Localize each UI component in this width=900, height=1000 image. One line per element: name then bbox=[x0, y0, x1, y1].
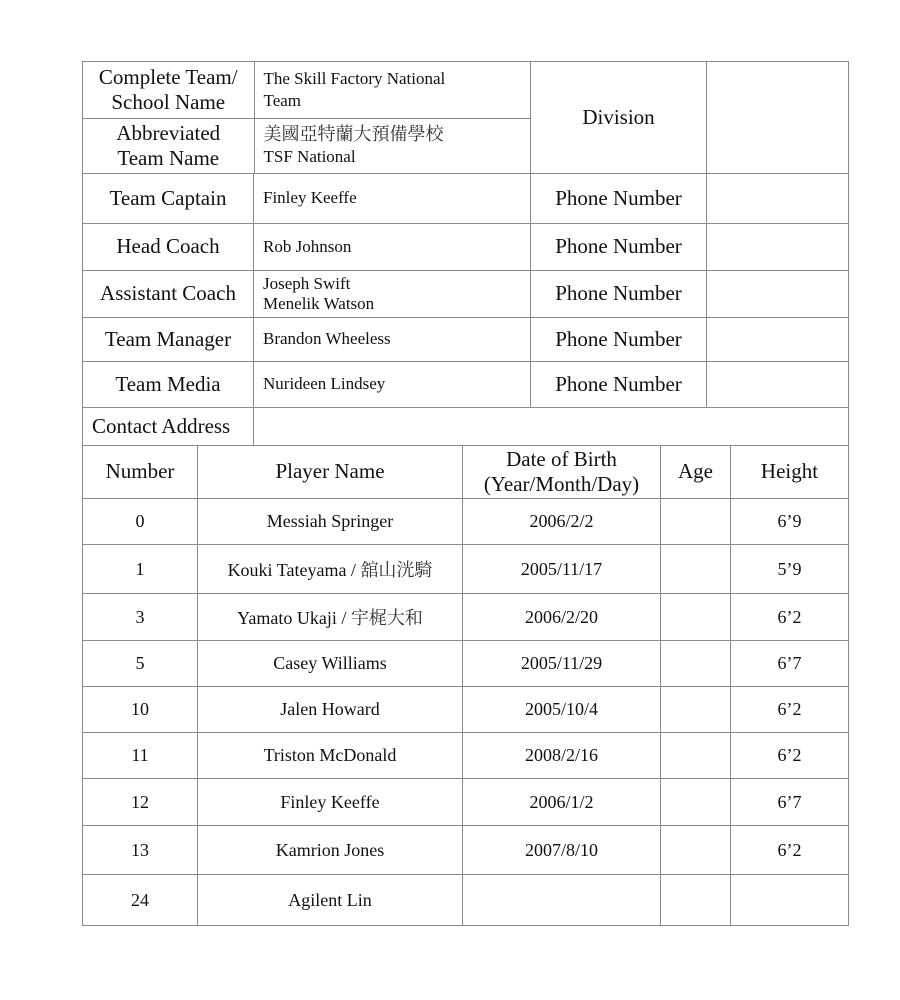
player-date-of-birth: 2005/10/4 bbox=[463, 687, 661, 733]
player-height: 6’2 bbox=[731, 826, 849, 875]
player-height: 6’2 bbox=[731, 733, 849, 779]
player-height bbox=[731, 875, 849, 926]
player-age[interactable] bbox=[661, 499, 731, 545]
table-row bbox=[83, 641, 849, 687]
staff-role-label: Team Captain bbox=[83, 174, 254, 224]
staff-name[interactable]: Finley Keeffe bbox=[254, 174, 531, 224]
player-height: 6’2 bbox=[731, 594, 849, 641]
phone-number-label: Phone Number bbox=[531, 362, 707, 408]
player-name bbox=[198, 875, 463, 926]
player-age[interactable] bbox=[661, 641, 731, 687]
player-age[interactable] bbox=[661, 687, 731, 733]
team-name-subtable bbox=[83, 62, 531, 173]
player-number: 1 bbox=[83, 545, 198, 594]
player-name bbox=[198, 826, 463, 875]
player-age[interactable] bbox=[661, 733, 731, 779]
player-number: 10 bbox=[83, 687, 198, 733]
division-value[interactable] bbox=[707, 62, 849, 174]
complete-team-name-value[interactable]: The Skill Factory National Team bbox=[254, 62, 531, 118]
player-name bbox=[198, 545, 463, 594]
age-column-header: Age bbox=[661, 446, 731, 499]
player-date-of-birth: 2005/11/29 bbox=[463, 641, 661, 687]
player-number: 11 bbox=[83, 733, 198, 779]
staff-role-label: Head Coach bbox=[83, 224, 254, 271]
player-name-latin: Triston McDonald bbox=[263, 745, 397, 765]
player-name-latin: Casey Williams bbox=[273, 653, 387, 673]
staff-role-label: Team Media bbox=[83, 362, 254, 408]
player-date-of-birth: 2006/2/20 bbox=[463, 594, 661, 641]
player-name-latin: Messiah Springer bbox=[266, 511, 394, 531]
player-date-of-birth: 2007/8/10 bbox=[463, 826, 661, 875]
abbreviated-team-name-value[interactable]: 美國亞特蘭大預備學校 TSF National bbox=[254, 118, 531, 173]
player-height: 6’9 bbox=[731, 499, 849, 545]
team-registration-form bbox=[82, 61, 848, 926]
table-row bbox=[83, 594, 849, 641]
player-name-latin: Kouki Tateyama / bbox=[227, 560, 361, 580]
player-number: 3 bbox=[83, 594, 198, 641]
player-name-latin: Jalen Howard bbox=[280, 699, 380, 719]
player-age[interactable] bbox=[661, 594, 731, 641]
staff-role-label: Assistant Coach bbox=[83, 271, 254, 318]
staff-row bbox=[83, 362, 849, 408]
player-height: 5’9 bbox=[731, 545, 849, 594]
team-info-table bbox=[82, 61, 849, 446]
table-row bbox=[83, 779, 849, 826]
date-of-birth-column-header: Date of Birth (Year/Month/Day) bbox=[463, 446, 661, 499]
player-number: 13 bbox=[83, 826, 198, 875]
player-height: 6’2 bbox=[731, 687, 849, 733]
player-age[interactable] bbox=[661, 875, 731, 926]
staff-row bbox=[83, 318, 849, 362]
player-name-column-header: Player Name bbox=[198, 446, 463, 499]
player-date-of-birth bbox=[463, 875, 661, 926]
staff-name[interactable]: Nurideen Lindsey bbox=[254, 362, 531, 408]
player-age[interactable] bbox=[661, 826, 731, 875]
roster-table bbox=[82, 445, 849, 926]
staff-name[interactable]: Brandon Wheeless bbox=[254, 318, 531, 362]
table-row bbox=[83, 826, 849, 875]
player-height: 6’7 bbox=[731, 641, 849, 687]
player-height: 6’7 bbox=[731, 779, 849, 826]
phone-number-label: Phone Number bbox=[531, 318, 707, 362]
staff-row bbox=[83, 224, 849, 271]
table-row bbox=[83, 545, 849, 594]
table-row bbox=[83, 875, 849, 926]
player-name-latin: Agilent Lin bbox=[288, 889, 372, 910]
roster-body bbox=[83, 499, 849, 926]
phone-number-value[interactable] bbox=[707, 224, 849, 271]
table-row bbox=[83, 733, 849, 779]
player-age[interactable] bbox=[661, 779, 731, 826]
phone-number-value[interactable] bbox=[707, 174, 849, 224]
phone-number-label: Phone Number bbox=[531, 224, 707, 271]
player-name bbox=[198, 733, 463, 779]
player-name bbox=[198, 499, 463, 545]
phone-number-value[interactable] bbox=[707, 318, 849, 362]
roster-header-row bbox=[83, 446, 849, 499]
player-name bbox=[198, 687, 463, 733]
table-row bbox=[83, 499, 849, 545]
phone-number-label: Phone Number bbox=[531, 271, 707, 318]
player-name-latin: Kamrion Jones bbox=[275, 839, 385, 860]
phone-number-value[interactable] bbox=[707, 271, 849, 318]
contact-address-row bbox=[83, 408, 849, 446]
player-number: 0 bbox=[83, 499, 198, 545]
number-column-header: Number bbox=[83, 446, 198, 499]
complete-team-name-label: Complete Team/ School Name bbox=[98, 64, 238, 114]
division-label: Division bbox=[531, 62, 707, 174]
player-name-cjk: 宇梶大和 bbox=[350, 608, 423, 629]
phone-number-label: Phone Number bbox=[531, 174, 707, 224]
player-name-latin: Finley Keeffe bbox=[280, 791, 380, 812]
contact-address-label: Contact Address bbox=[83, 408, 254, 446]
player-date-of-birth: 2008/2/16 bbox=[463, 733, 661, 779]
staff-row bbox=[83, 271, 849, 318]
staff-name[interactable]: Rob Johnson bbox=[254, 224, 531, 271]
player-name-cjk: 舘山洸騎 bbox=[360, 560, 433, 581]
player-number: 5 bbox=[83, 641, 198, 687]
player-number: 12 bbox=[83, 779, 198, 826]
abbreviated-team-name-label: Abbreviated Team Name bbox=[83, 118, 254, 173]
table-row bbox=[83, 687, 849, 733]
staff-row bbox=[83, 174, 849, 224]
player-name bbox=[198, 641, 463, 687]
player-date-of-birth: 2006/1/2 bbox=[463, 779, 661, 826]
player-date-of-birth: 2006/2/2 bbox=[463, 499, 661, 545]
player-name bbox=[198, 594, 463, 641]
player-date-of-birth: 2005/11/17 bbox=[463, 545, 661, 594]
player-number: 24 bbox=[83, 875, 198, 926]
height-column-header: Height bbox=[731, 446, 849, 499]
player-age[interactable] bbox=[661, 545, 731, 594]
staff-role-label: Team Manager bbox=[83, 318, 254, 362]
phone-number-value[interactable] bbox=[707, 362, 849, 408]
player-name-latin: Yamato Ukaji / bbox=[237, 608, 351, 628]
staff-name[interactable]: Joseph Swift Menelik Watson bbox=[254, 271, 531, 318]
contact-address-value[interactable] bbox=[254, 408, 849, 446]
player-name bbox=[198, 779, 463, 826]
